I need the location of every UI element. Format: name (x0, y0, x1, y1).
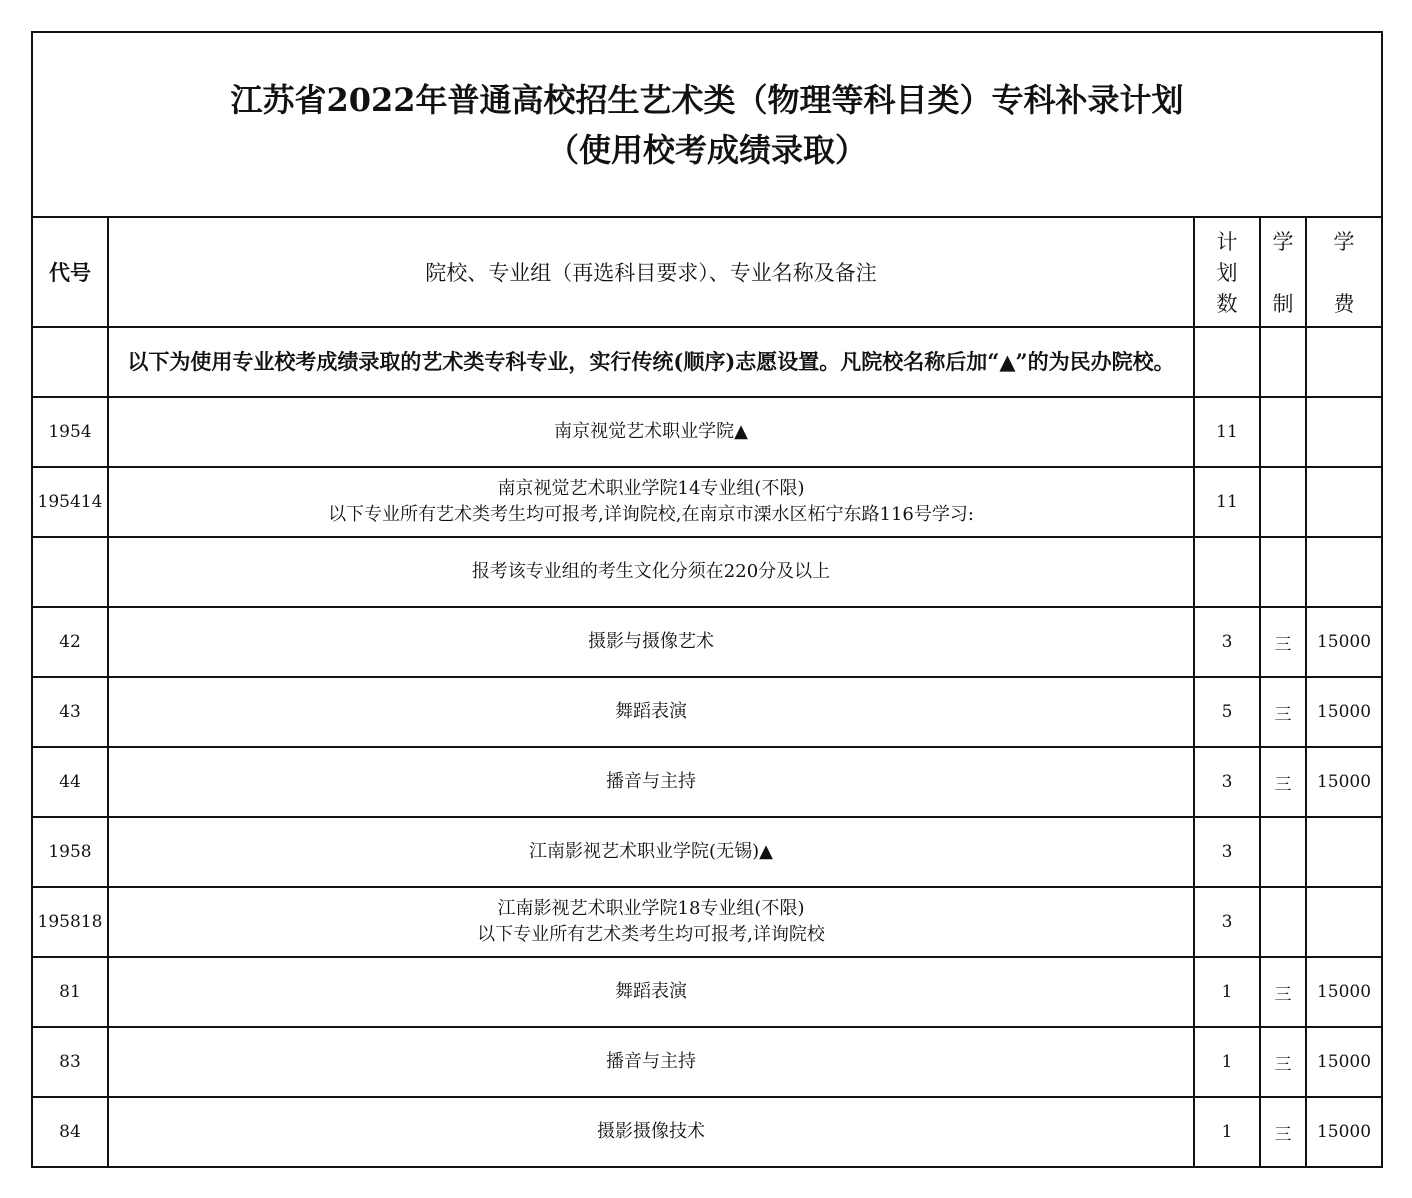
row-name (108, 817, 1194, 887)
row-name-line: 江南影视艺术职业学院(无锡)▲ (529, 841, 773, 862)
row-plan: 1 (1194, 1027, 1260, 1097)
header-row (32, 217, 1382, 327)
table-row (32, 467, 1382, 537)
row-code: 83 (32, 1027, 108, 1097)
table-row (32, 1027, 1382, 1097)
row-name (108, 397, 1194, 467)
table-row (32, 817, 1382, 887)
title-row (32, 32, 1382, 217)
note-code-cell (32, 327, 108, 397)
row-duration: 三 (1260, 677, 1306, 747)
row-fee: 15000 (1306, 957, 1382, 1027)
row-code: 195414 (32, 467, 108, 537)
table-row (32, 397, 1382, 467)
header-plan (1194, 217, 1260, 327)
row-name (108, 467, 1194, 537)
row-fee (1306, 467, 1382, 537)
row-duration: 三 (1260, 747, 1306, 817)
row-name (108, 677, 1194, 747)
row-name (108, 747, 1194, 817)
row-plan: 1 (1194, 1097, 1260, 1167)
admission-plan-sheet (31, 31, 1381, 1168)
row-name-line: 播音与主持 (606, 771, 696, 792)
title-line-2: （使用校考成绩录取） (547, 130, 868, 169)
row-name-line: 舞蹈表演 (615, 981, 687, 1002)
row-name (108, 607, 1194, 677)
row-duration: 三 (1260, 1027, 1306, 1097)
row-code: 42 (32, 607, 108, 677)
row-code: 1954 (32, 397, 108, 467)
row-duration: 三 (1260, 1097, 1306, 1167)
row-plan: 5 (1194, 677, 1260, 747)
row-name-line: 舞蹈表演 (615, 701, 687, 722)
row-plan: 3 (1194, 817, 1260, 887)
row-fee: 15000 (1306, 1027, 1382, 1097)
row-fee (1306, 887, 1382, 957)
row-name-line: 摄影与摄像艺术 (588, 631, 714, 652)
row-plan: 3 (1194, 887, 1260, 957)
header-fee (1306, 217, 1382, 327)
row-duration (1260, 397, 1306, 467)
note-row (32, 327, 1382, 397)
table-row (32, 677, 1382, 747)
header-fee-char: 学 (1333, 230, 1355, 254)
row-plan: 11 (1194, 467, 1260, 537)
table-row (32, 957, 1382, 1027)
row-fee: 15000 (1306, 607, 1382, 677)
row-duration (1260, 467, 1306, 537)
row-name-line: 报考该专业组的考生文化分须在220分及以上 (471, 561, 831, 582)
table-row (32, 887, 1382, 957)
title-line-1: 江苏省2022年普通高校招生艺术类（物理等科目类）专科补录计划 (230, 80, 1184, 119)
row-fee (1306, 397, 1382, 467)
row-name-line: 南京视觉艺术职业学院14专业组(不限) (497, 478, 805, 499)
note-duration-cell (1260, 327, 1306, 397)
row-name (108, 887, 1194, 957)
row-duration (1260, 817, 1306, 887)
header-duration (1260, 217, 1306, 327)
header-plan-char: 计 (1216, 230, 1238, 254)
note-text: 以下为使用专业校考成绩录取的艺术类专科专业，实行传统(顺序)志愿设置。凡院校名称后加“▲”的为民办院校。 (108, 327, 1194, 397)
table-row (32, 537, 1382, 607)
row-plan: 3 (1194, 747, 1260, 817)
row-name (108, 537, 1194, 607)
note-plan-cell (1194, 327, 1260, 397)
row-duration: 三 (1260, 957, 1306, 1027)
row-plan: 1 (1194, 957, 1260, 1027)
row-name-line: 江南影视艺术职业学院18专业组(不限) (497, 898, 805, 919)
row-plan (1194, 537, 1260, 607)
admission-plan-table (31, 31, 1383, 1168)
row-code: 44 (32, 747, 108, 817)
row-fee: 15000 (1306, 1097, 1382, 1167)
row-name-note: 以下专业所有艺术类考生均可报考,详询院校,在南京市溧水区柘宁东路116号学习: (328, 504, 974, 525)
row-code: 81 (32, 957, 108, 1027)
header-description: 院校、专业组（再选科目要求）、专业名称及备注 (108, 217, 1194, 327)
row-code: 195818 (32, 887, 108, 957)
row-name (108, 1097, 1194, 1167)
header-duration-char: 学 (1272, 230, 1294, 254)
note-fee-cell (1306, 327, 1382, 397)
row-code: 1958 (32, 817, 108, 887)
header-plan-char: 数 (1216, 292, 1238, 316)
row-name (108, 957, 1194, 1027)
table-row (32, 747, 1382, 817)
row-duration (1260, 887, 1306, 957)
table-row (32, 1097, 1382, 1167)
header-fee-char: 费 (1333, 292, 1355, 316)
row-name-line: 播音与主持 (606, 1051, 696, 1072)
row-plan: 3 (1194, 607, 1260, 677)
header-duration-char: 制 (1272, 292, 1294, 316)
header-code: 代号 (32, 217, 108, 327)
row-duration: 三 (1260, 607, 1306, 677)
row-code: 84 (32, 1097, 108, 1167)
row-plan: 11 (1194, 397, 1260, 467)
row-name-note: 以下专业所有艺术类考生均可报考,详询院校 (477, 924, 825, 945)
row-name-line: 摄影摄像技术 (597, 1121, 705, 1142)
row-name-line: 南京视觉艺术职业学院▲ (554, 421, 748, 442)
row-fee: 15000 (1306, 747, 1382, 817)
row-code: 43 (32, 677, 108, 747)
row-code (32, 537, 108, 607)
row-duration (1260, 537, 1306, 607)
header-plan-char: 划 (1216, 261, 1238, 285)
row-fee (1306, 817, 1382, 887)
row-fee: 15000 (1306, 677, 1382, 747)
row-name (108, 1027, 1194, 1097)
table-row (32, 607, 1382, 677)
page-title (32, 32, 1382, 217)
row-fee (1306, 537, 1382, 607)
